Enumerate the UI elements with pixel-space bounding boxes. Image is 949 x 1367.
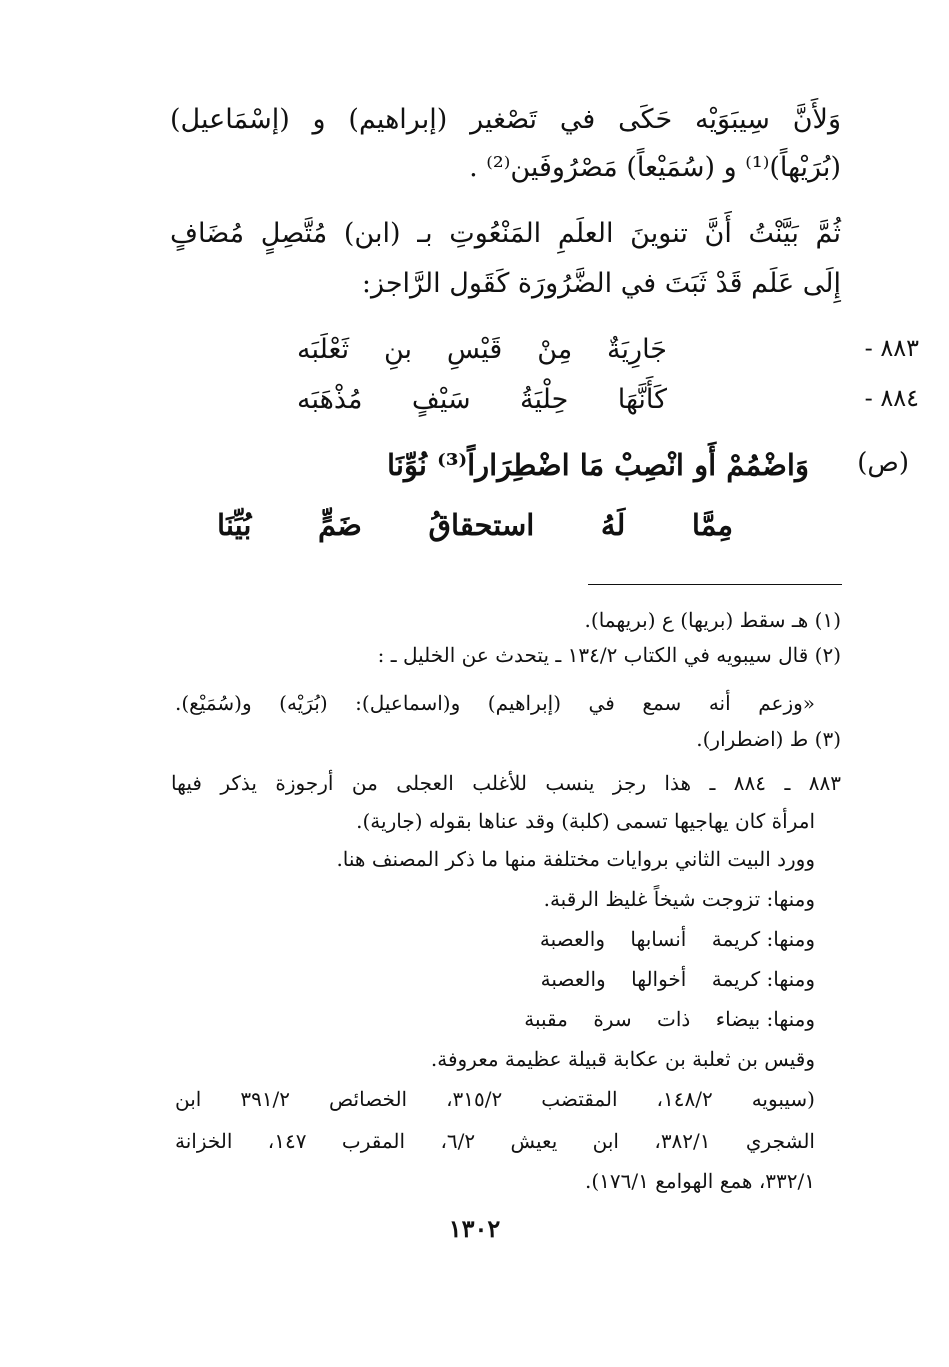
verse-number: ٨٨٤ -: [864, 384, 919, 412]
verse-884: [0, 384, 949, 430]
footnote-2: (٢) قال سيبويه في الكتاب ١٣٤/٢ ـ يتحدث عن الخليل ـ :: [377, 643, 841, 667]
footnote-line: ومنها: بيضاء ذات سرة مقببة: [524, 1007, 815, 1031]
body-line-4: إِلَى عَلَم قَدْ ثَبَتَ في الضَّرُورَة كَقَول الرَّاجز:: [361, 268, 841, 299]
footnote-line: ومنها: تزوجت شيخاً غليظ الرقبة.: [543, 887, 815, 911]
footnote-line: امرأة كان يهاجيها تسمى (كلبة) وقد عناها بقوله (جارية).: [356, 809, 815, 833]
nazm-line-2: مِمَّا لَهُ استحقاقُ ضَمٍّ بُيِّنَا: [217, 508, 733, 542]
footnote-line: وورد البيت الثاني بروايات مختلفة منها ما ذكر المصنف هنا.: [336, 847, 815, 871]
footnote-2-quote: «وزعم أنه سمع في (إبراهيم) و(اسماعيل): (بُرَيْه) و(سُمَيْع).: [175, 691, 815, 715]
footnote-1: (١) هـ سقط (بريها) ع (بريهما).: [584, 608, 841, 632]
page-number: ١٣٠٢: [448, 1214, 501, 1243]
verse-883: [0, 334, 949, 380]
body-line-1: وَلأَنَّ سِيبَوَيْه حَكَى في تَصْغير (إبراهيم) و (إسْمَاعيل): [170, 104, 841, 135]
footnote-references: الشجري ٣٨٢/١، ابن يعيش ٦/٢، المقرب ١٤٧، الخزانة: [175, 1129, 815, 1153]
nazm-line-2-row: [0, 508, 949, 554]
footnote-883-884: ٨٨٣ ـ ٨٨٤ ـ هذا رجز ينسب للأغلب العجلى من أرجوزة يذكر فيها: [171, 771, 841, 795]
footnote-divider: [588, 584, 842, 585]
verse-text: كَأَنَّهَا حِلْيَةُ سَيْفٍ مُذْهَبَه: [297, 384, 667, 415]
footnote-line: وقيس بن ثعلبة بن عكابة قبيلة عظيمة معروفة.: [430, 1047, 815, 1071]
body-line-2: (بُرَيْهاً)⁽¹⁾ و (سُمَيْعاً) مَصْرُوفَين⁽²⁾ .: [469, 152, 841, 183]
footnote-line: ومنها: كريمة أنسابها والعصبة: [539, 927, 815, 951]
footnote-3: (٣) ط (اضطرار).: [696, 727, 841, 751]
body-line-3: ثُمَّ بَيَّنْتُ أَنَّ تنوينَ العلَمِ المَنْعُوتِ بـ (ابن) مُتَّصِلٍ مُضَافٍ: [170, 218, 841, 249]
nazm-line-1-row: [0, 448, 949, 494]
nazm-tag: (ص): [857, 448, 909, 478]
verse-number: ٨٨٣ -: [864, 334, 919, 362]
footnote-line: ومنها: كريمة أخوالها والعصبة: [540, 967, 815, 991]
footnote-references: ٣٣٢/١، همع الهوامع ١٧٦/١).: [584, 1169, 815, 1193]
footnote-references: (سيبويه ١٤٨/٢، المقتضب ٣١٥/٢، الخصائص ٣٩١/٢ ابن: [175, 1087, 815, 1111]
nazm-line-1: وَاضْمُمْ أَو انْصِبْ مَا اضْطِرَاراً⁽³⁾ نُوِّنَا: [387, 448, 809, 482]
verse-text: جَارِيَةٌ مِنْ قَيْسِ بنِ ثَعْلَبَه: [297, 334, 667, 365]
